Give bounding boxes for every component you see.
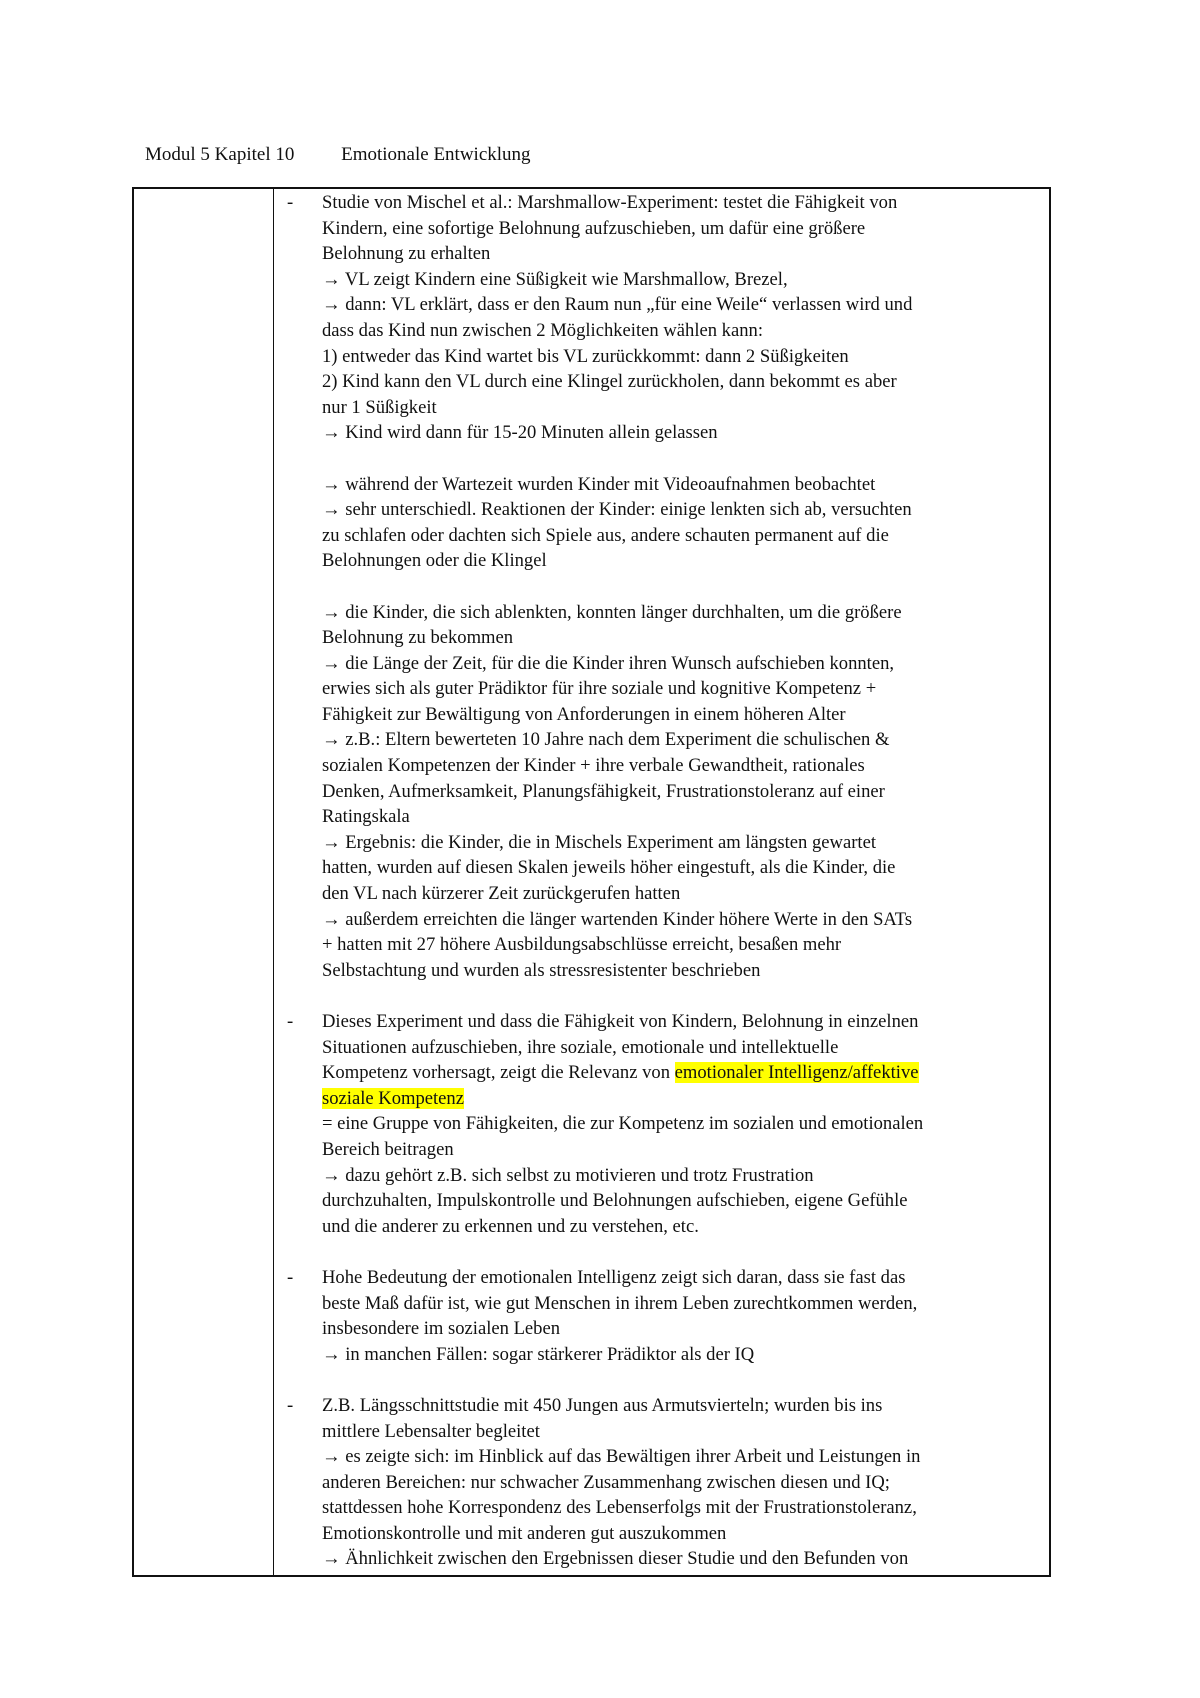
text-line: Denken, Aufmerksamkeit, Planungsfähigkeit, Frustrationstoleranz auf einer (322, 780, 885, 802)
text-line: zu schlafen oder dachten sich Spiele aus, andere schauten permanent auf die (322, 524, 889, 546)
text-line: → Ergebnis: die Kinder, die in Mischels Experiment am längsten gewartet (322, 831, 876, 853)
text-line: → in manchen Fällen: sogar stärkerer Prädiktor als der IQ (322, 1343, 755, 1365)
text-line: + hatten mit 27 höhere Ausbildungsabschlüsse erreicht, besaßen mehr (322, 934, 842, 956)
list-item (284, 1009, 1041, 1239)
blank-line (322, 446, 1041, 472)
text-line: Ratingskala (322, 806, 410, 828)
text-line: erwies sich als guter Prädiktor für ihre soziale und kognitive Kompetenz + (322, 678, 877, 700)
text-line: Hohe Bedeutung der emotionalen Intelligenz zeigt sich daran, dass sie fast das (322, 1266, 906, 1288)
text-line: → z.B.: Eltern bewerteten 10 Jahre nach dem Experiment die schulischen & (322, 729, 890, 751)
column-divider (273, 189, 274, 1575)
text-line: Bereich beitragen (322, 1138, 454, 1160)
text-line: Belohnungen oder die Klingel (322, 550, 547, 572)
text-line: Dieses Experiment und dass die Fähigkeit von Kindern, Belohnung in einzelnen (322, 1011, 919, 1032)
text-line: anderen Bereichen: nur schwacher Zusammenhang zwischen diesen und IQ; (322, 1471, 890, 1493)
text-line: Belohnung zu erhalten (322, 243, 491, 265)
text-line: Fähigkeit zur Bewältigung von Anforderungen in einem höheren Alter (322, 703, 846, 725)
text-line: nur 1 Süßigkeit (322, 396, 437, 418)
bullet-dash: - (287, 1266, 294, 1288)
text-line: → es zeigte sich: im Hinblick auf das Bewältigen ihrer Arbeit und Leistungen in (322, 1446, 921, 1468)
text-line: Z.B. Längsschnittstudie mit 450 Jungen aus Armutsvierteln; wurden bis ins (322, 1394, 883, 1416)
text-segment: Kompetenz vorhersagt, zeigt die Relevanz von (322, 1062, 675, 1084)
text-line: → sehr unterschiedl. Reaktionen der Kinder: einige lenkten sich ab, versuchten (322, 499, 912, 521)
text-line: mittlere Lebensalter begleitet (322, 1420, 540, 1442)
text-line: → VL zeigt Kindern eine Süßigkeit wie Marshmallow, Brezel, (322, 268, 788, 290)
text-line: → Ähnlichkeit zwischen den Ergebnissen dieser Studie und den Befunden von (322, 1548, 909, 1570)
text-line: → die Kinder, die sich ablenkten, konnten länger durchhalten, um die größere (322, 601, 902, 623)
list-item (284, 1393, 1041, 1572)
text-line: Studie von Mischel et al.: Marshmallow-Experiment: testet die Fähigkeit von (322, 192, 898, 213)
list-item (284, 190, 1041, 983)
text-line: Belohnung zu bekommen (322, 627, 514, 649)
text-line: durchzuhalten, Impulskontrolle und Belohnungen aufschieben, eigene Gefühle (322, 1190, 908, 1212)
text-line (322, 1086, 1041, 1112)
blank-line (284, 1367, 1041, 1393)
text-line: beste Maß dafür ist, wie gut Menschen in ihrem Leben zurechtkommen werden, (322, 1292, 918, 1314)
blank-line (284, 983, 1041, 1009)
text-line: → außerdem erreichten die länger wartenden Kinder höhere Werte in den SATs (322, 908, 913, 930)
text-line: insbesondere im sozialen Leben (322, 1318, 561, 1340)
blank-line (322, 574, 1041, 600)
text-line: → dann: VL erklärt, dass er den Raum nun „für eine Weile“ verlassen wird und (322, 294, 913, 316)
chapter-label: Modul 5 Kapitel 10 (145, 144, 295, 165)
text-line: sozialen Kompetenzen der Kinder + ihre verbale Gewandtheit, rationales (322, 755, 865, 777)
text-line: und die anderer zu erkennen und zu verstehen, etc. (322, 1215, 699, 1237)
text-line: 2) Kind kann den VL durch eine Klingel zurückholen, dann bekommt es aber (322, 371, 897, 393)
notes-table (132, 187, 1051, 1577)
page-header (145, 144, 531, 166)
text-line: Kindern, eine sofortige Belohnung aufzuschieben, um dafür eine größere (322, 217, 866, 239)
text-line: → die Länge der Zeit, für die die Kinder ihren Wunsch aufschieben konnten, (322, 652, 895, 674)
text-line: → Kind wird dann für 15-20 Minuten allein gelassen (322, 422, 718, 444)
text-line: hatten, wurden auf diesen Skalen jeweils höher eingestuft, als die Kinder, die (322, 857, 896, 879)
topic-title: Emotionale Entwicklung (341, 144, 531, 165)
highlighted-term: emotionaler Intelligenz/affektive (674, 1062, 919, 1084)
text-line (322, 1060, 1041, 1086)
text-line: stattdessen hohe Korrespondenz des Lebenserfolgs mit der Frustrationstoleranz, (322, 1497, 917, 1519)
text-line: 1) entweder das Kind wartet bis VL zurückkommt: dann 2 Süßigkeiten (322, 345, 849, 367)
list-item (284, 1265, 1041, 1367)
notes-content-cell (284, 190, 1041, 1572)
text-line: den VL nach kürzerer Zeit zurückgerufen hatten (322, 883, 681, 905)
text-line: → während der Wartezeit wurden Kinder mit Videoaufnahmen beobachtet (322, 473, 876, 495)
text-line: → dazu gehört z.B. sich selbst zu motivieren und trotz Frustration (322, 1164, 814, 1186)
bullet-dash: - (287, 1011, 294, 1032)
blank-line (284, 1239, 1041, 1265)
text-line: Situationen aufzuschieben, ihre soziale, emotionale und intellektuelle (322, 1036, 839, 1058)
text-line: Selbstachtung und wurden als stressresistenter beschrieben (322, 959, 761, 981)
text-line: = eine Gruppe von Fähigkeiten, die zur Kompetenz im sozialen und emotionalen (322, 1113, 924, 1135)
text-line: Emotionskontrolle und mit anderen gut auszukommen (322, 1522, 727, 1544)
bullet-dash: - (287, 192, 294, 213)
text-line: dass das Kind nun zwischen 2 Möglichkeiten wählen kann: (322, 319, 763, 341)
bullet-dash: - (287, 1394, 294, 1416)
highlighted-term: soziale Kompetenz (322, 1087, 464, 1109)
